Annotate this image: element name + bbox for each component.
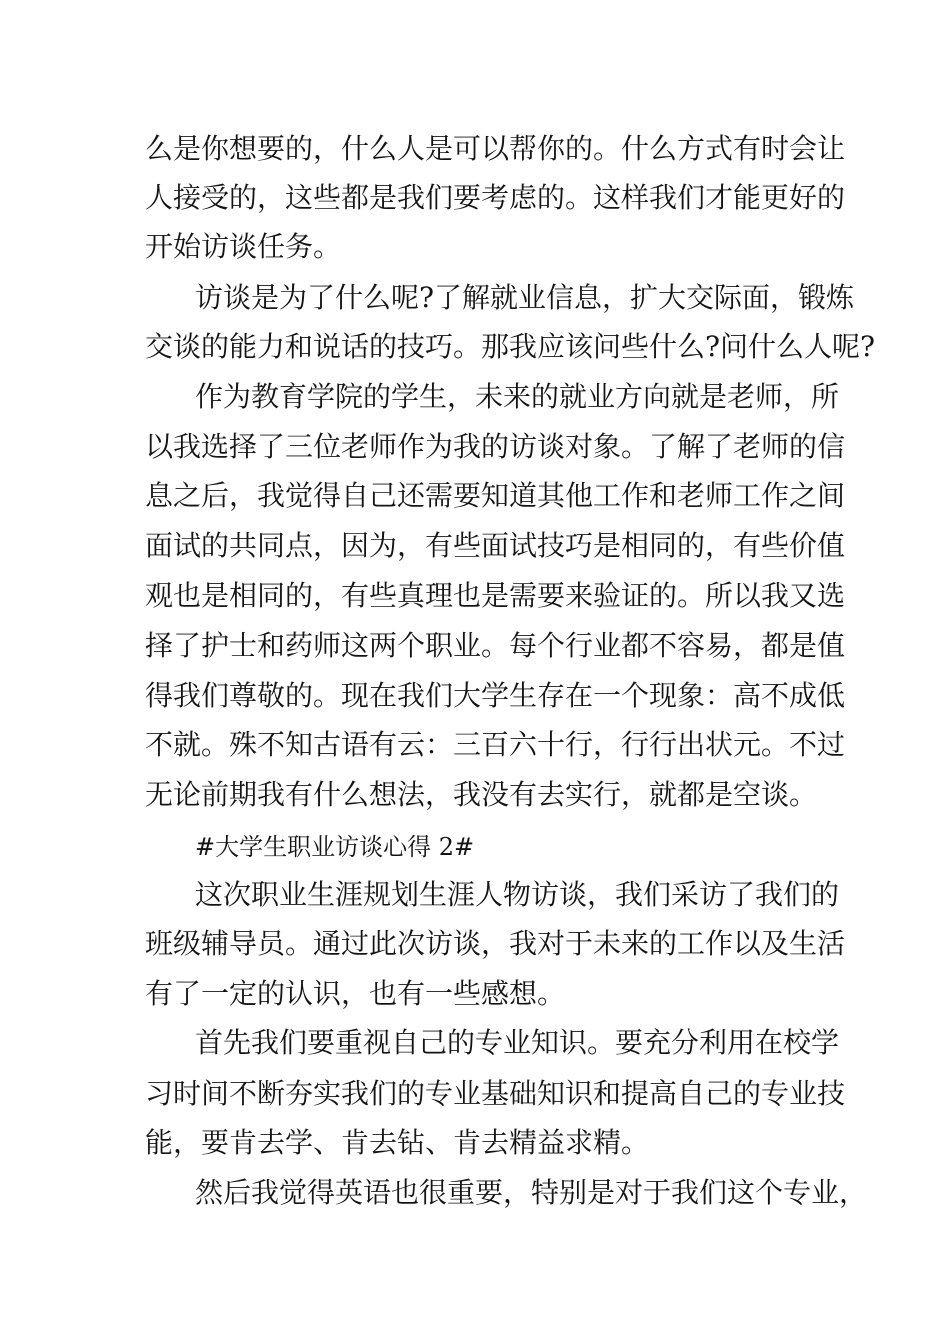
text-line: 息之后，我觉得自己还需要知道其他工作和老师工作之间 bbox=[145, 479, 846, 512]
text-line: 有了一定的认识，也有一些感想。 bbox=[145, 977, 566, 1010]
text-line: 能，要肯去学、肯去钻、肯去精益求精。 bbox=[145, 1126, 650, 1159]
paragraph-first-line: 然后我觉得英语也很重要，特别是对于我们这个专业， bbox=[195, 1176, 868, 1209]
text-line: 习时间不断夯实我们的专业基础知识和提高自己的专业技 bbox=[145, 1077, 846, 1110]
text-line: 开始访谈任务。 bbox=[145, 230, 342, 263]
text-line: 么是你想要的，什么人是可以帮你的。什么方式有时会让 bbox=[145, 132, 846, 165]
text-line: 无论前期我有什么想法，我没有去实行，就都是空谈。 bbox=[145, 778, 818, 811]
paragraph-first-line: 访谈是为了什么呢?了解就业信息，扩大交际面，锻炼 bbox=[195, 281, 855, 314]
text-line: 得我们尊敬的。现在我们大学生存在一个现象：高不成低 bbox=[145, 679, 846, 712]
text-line: 以我选择了三位老师作为我的访谈对象。了解了老师的信 bbox=[145, 430, 846, 463]
paragraph-first-line: 作为教育学院的学生，未来的就业方向就是老师，所 bbox=[195, 380, 840, 413]
text-line: 交谈的能力和说话的技巧。那我应该问些什么?问什么人呢? bbox=[145, 330, 876, 363]
text-line: 观也是相同的，有些真理也是需要来验证的。所以我又选 bbox=[145, 579, 846, 612]
section-heading: #大学生职业访谈心得 2# bbox=[195, 833, 475, 861]
text-line: 班级辅导员。通过此次访谈，我对于未来的工作以及生活 bbox=[145, 927, 846, 960]
paragraph-first-line: 这次职业生涯规划生涯人物访谈，我们采访了我们的 bbox=[195, 878, 840, 911]
text-line: 人接受的，这些都是我们要考虑的。这样我们才能更好的 bbox=[145, 181, 846, 214]
paragraph-first-line: 首先我们要重视自己的专业知识。要充分利用在校学 bbox=[195, 1026, 840, 1059]
text-line: 择了护士和药师这两个职业。每个行业都不容易，都是值 bbox=[145, 629, 846, 662]
text-line: 面试的共同点，因为，有些面试技巧是相同的，有些价值 bbox=[145, 529, 846, 562]
text-line: 不就。殊不知古语有云：三百六十行，行行出状元。不过 bbox=[145, 728, 846, 761]
